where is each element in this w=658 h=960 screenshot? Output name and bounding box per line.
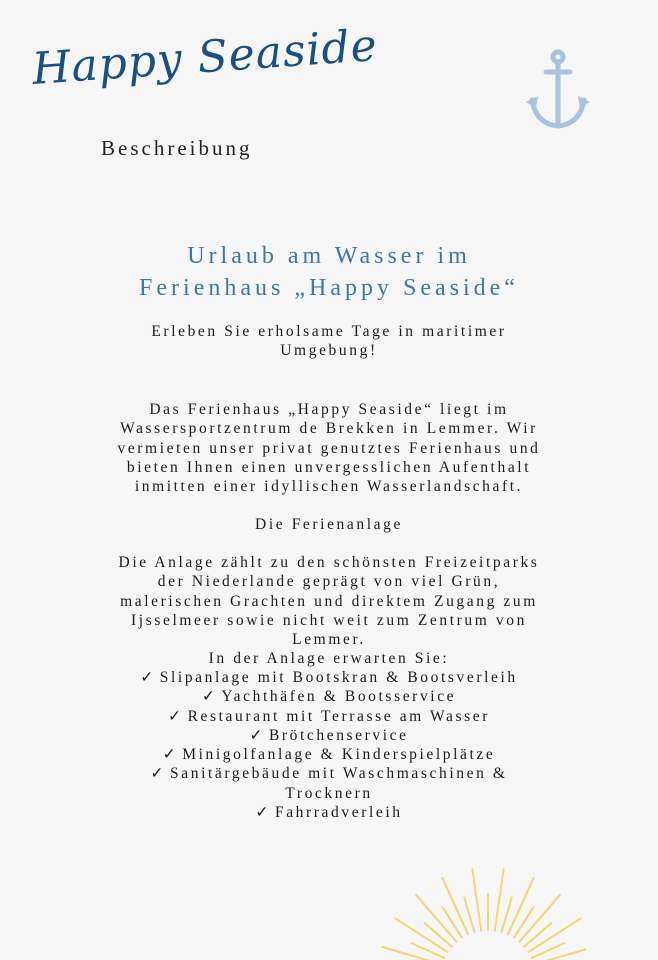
check-icon: ✓ — [167, 706, 184, 725]
list-item — [60, 707, 598, 726]
intro-line: Umgebung! — [280, 342, 378, 360]
list-item — [60, 803, 598, 822]
intro-text — [60, 322, 598, 361]
headline-line-2: Ferienhaus „Happy Seaside“ — [139, 275, 519, 301]
sun-ray — [425, 923, 452, 947]
anlage-line: der Niederlande geprägt von viel Grün, — [157, 573, 501, 591]
anlage-paragraph — [60, 553, 598, 669]
list-item-continuation: Trocknern — [285, 784, 373, 802]
anchor-icon — [522, 48, 594, 134]
list-item-label: Minigolfanlage & Kinderspielplätze — [182, 746, 496, 764]
description-line: Wassersportzentrum de Brekken in Lemmer. Wir — [120, 420, 538, 438]
check-icon: ✓ — [255, 803, 271, 822]
description-line: vermieten unser privat genutztes Ferienhaus und — [117, 439, 541, 457]
sun-ray — [524, 923, 551, 947]
sun-ray — [472, 869, 481, 930]
anlage-line: Die Anlage zählt zu den schönsten Freizeitparks — [118, 554, 540, 571]
list-item-label: Slipanlage mit Bootskran & Bootsverleih — [159, 669, 518, 686]
description-paragraph — [60, 400, 598, 496]
sun-ray — [514, 907, 533, 937]
amenities-list — [60, 668, 598, 822]
page-subtitle: Beschreibung — [101, 136, 253, 160]
sun-ray — [502, 897, 512, 932]
check-icon: ✓ — [150, 764, 167, 783]
list-item-label: Sanitärgebäude mit Waschmaschinen & — [170, 765, 508, 783]
anlage-line: Lemmer. — [292, 631, 366, 649]
brand-logo: Happy Seaside — [30, 19, 380, 96]
sun-rays-icon — [376, 850, 586, 960]
list-item-label: Restaurant mit Terrasse am Wasser — [187, 707, 490, 725]
headline-line-1: Urlaub am Wasser im — [187, 243, 471, 269]
anlage-line: Ijsselmeer sowie nicht weit zum Zentrum von — [131, 611, 527, 629]
sun-ray — [532, 943, 565, 958]
list-item — [60, 726, 598, 745]
intro-line: Erleben Sie erholsame Tage in maritimer — [151, 323, 507, 340]
headline — [0, 240, 658, 304]
list-item — [60, 668, 598, 687]
sun-ray — [464, 897, 474, 932]
check-icon: ✓ — [140, 668, 156, 686]
check-icon: ✓ — [201, 687, 218, 706]
list-item — [60, 745, 598, 764]
sun-ray — [412, 943, 445, 958]
list-item-label: Fahrradverleih — [274, 804, 403, 822]
list-item-label: Brötchenservice — [268, 726, 409, 744]
check-icon: ✓ — [249, 725, 265, 744]
anlage-line: In der Anlage erwarten Sie: — [208, 650, 450, 668]
section-title: Die Ferienanlage — [255, 516, 403, 533]
list-item-label: Yachthäfen & Bootsservice — [221, 688, 457, 706]
description-line: inmitten einer idyllischen Wasserlandschaft. — [134, 478, 524, 496]
description-line: Das Ferienhaus „Happy Seaside“ liegt im — [149, 401, 509, 418]
check-icon: ✓ — [162, 745, 179, 764]
list-item — [60, 687, 598, 706]
anlage-line: malerischen Grachten und direktem Zugang zum — [120, 592, 538, 610]
list-item — [60, 764, 598, 783]
sun-ray — [443, 907, 462, 937]
description-line: bieten Ihnen einen unvergesslichen Aufenthalt — [126, 458, 532, 476]
sun-ray — [495, 869, 504, 930]
